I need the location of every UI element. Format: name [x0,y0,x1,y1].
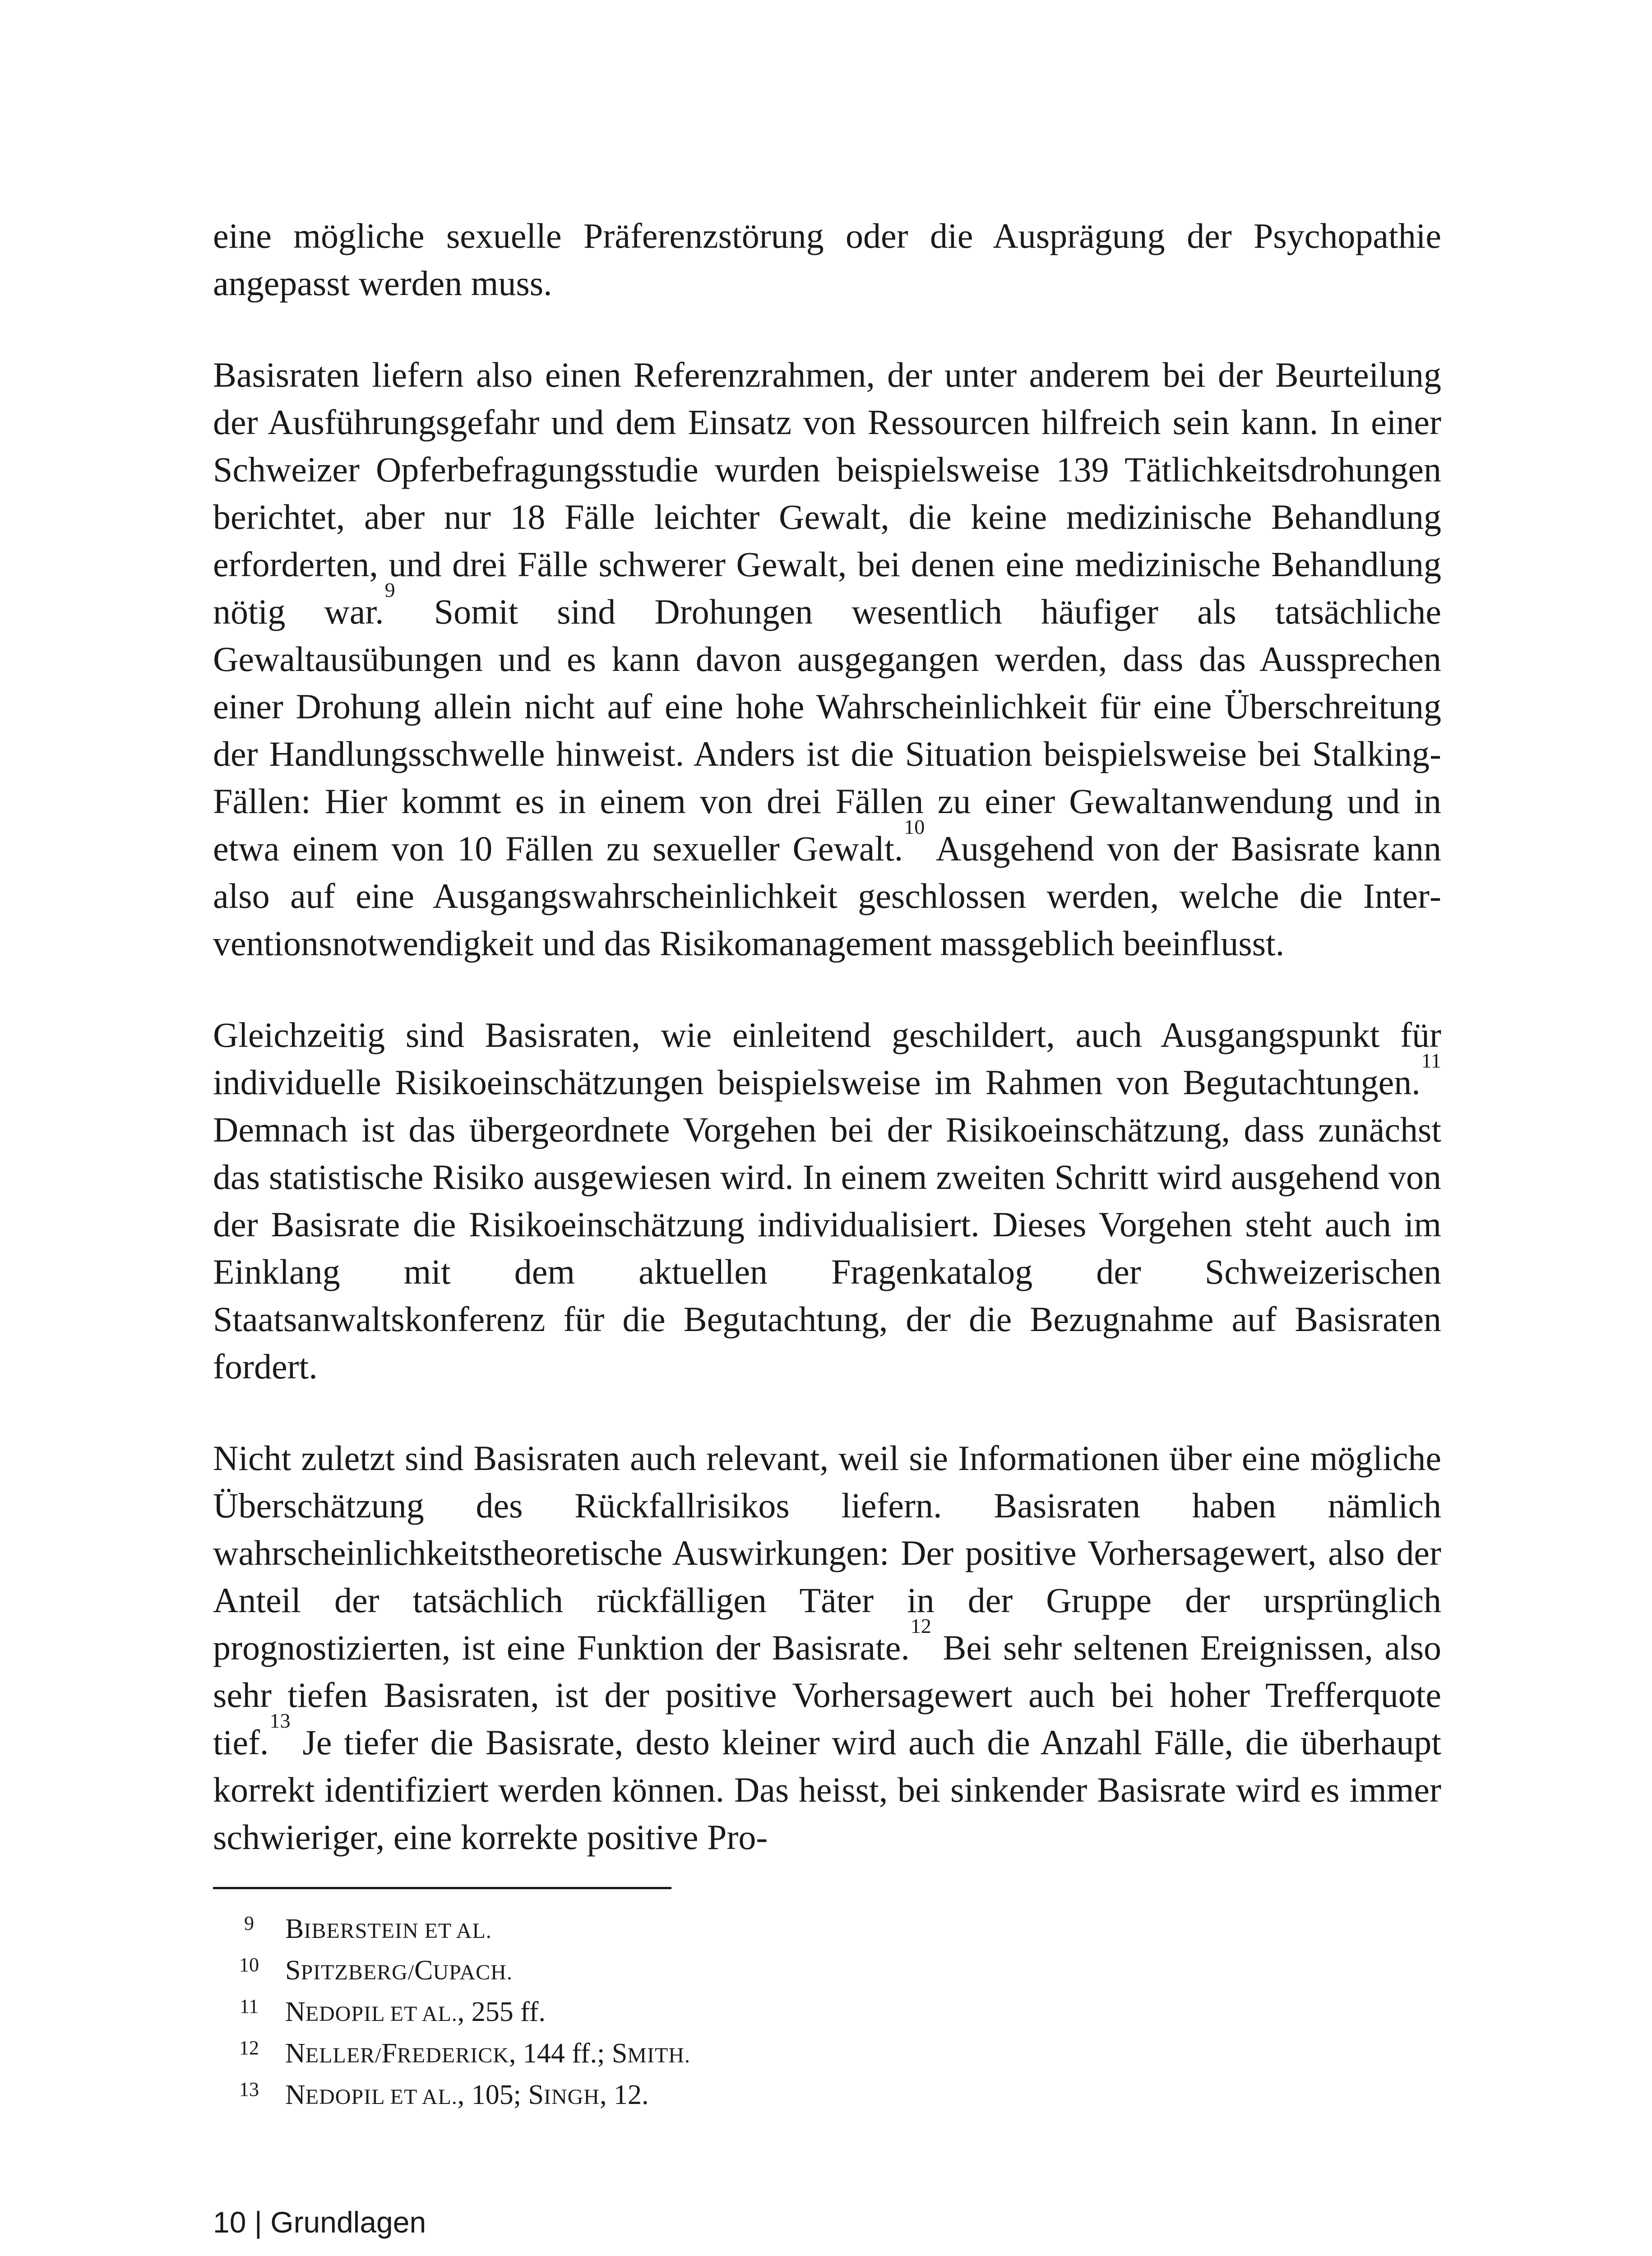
footnote [213,1992,1441,2034]
footnote-reference: 10 [904,815,925,838]
footnotes [213,1909,1441,2117]
paragraph [213,1011,1441,1390]
body-text [213,212,1441,1905]
footnote [213,1951,1441,1992]
paragraph-text: Demnach ist das übergeordnete Vorgehen bei der Risikoeinschätzung, dass zunächst das statistische Risiko ausgewiesen wird. In einem zweiten Schritt wird ausgehend von der Basisrate die Risikoeinschätzung individualisiert. Dieses Vorgehen steht auch im Einklang mit dem aktuellen Fragenkatalog der Schweizerischen Staatsanwaltskonferenz für die Begutachtung, der die Bezugnahme auf Basisraten fordert. [213,1110,1441,1386]
paragraph-text: Somit sind Drohungen wesentlich häufiger als tatsächliche Gewaltausübungen und es kann davon ausgegangen werden, dass das Aussprechen einer Drohung allein nicht auf eine hohe Wahrscheinlichkeit für eine Überschreitung der Handlungsschwelle hinweist. Anders ist die Situation beispielsweise bei Stalking-Fällen: Hier kommt es in einem von drei Fällen zu einer Gewaltanwendung und in etwa einem von 10 Fällen zu sexueller Gewalt. [213,592,1441,868]
paragraph [213,1434,1441,1861]
footnote-text [285,1992,1441,2034]
small-caps-text: PITZBERG/ [301,1960,415,1984]
footnote [213,1909,1441,1951]
page-footer: 10 | Grundlagen [213,2205,426,2239]
paragraph-text: Nicht zuletzt sind Basisraten auch relevant, weil sie Informationen über eine mögliche Überschätzung des Rückfallrisikos liefern. Basisraten haben nämlich wahrscheinlichkeitstheoretische Auswirkungen: Der positive Vorhersagewert, also der Anteil der tatsächlich rückfälligen Täter in der Gruppe der ursprünglich prognostizierten, ist eine Funktion der Basisrate. [213,1438,1441,1667]
footnote-number: 12 [239,2037,259,2059]
footnote-text-part: F [381,2038,397,2069]
footnote-number: 9 [244,1912,254,1934]
footnote-text-part: C [414,1955,433,1986]
footnote-number: 11 [239,1995,259,2017]
footnote-text-part: S [285,1955,301,1986]
small-caps-text: EDOPIL ET AL. [305,2002,458,2026]
paragraph-text: Ausgehend von der Basisrate kann also auf eine Ausgangswahrscheinlichkeit geschlossen werden, welche die Interventionsnotwendigkeit und das Risikomanagement massgeblich beeinflusst. [213,829,1441,963]
footnote-separator [213,1887,671,1889]
footnote-text [285,2034,1441,2075]
small-caps-text: ELLER/ [305,2043,382,2067]
footnote [213,2034,1441,2076]
small-caps-text: UPACH. [433,1960,513,1984]
footnote-reference: 11 [1421,1049,1441,1072]
footnote-reference: 12 [910,1614,931,1637]
footnote-number: 10 [239,1954,259,1976]
footnote-reference: 13 [269,1709,291,1732]
footnote-text-part: , 255 ff. [457,1997,546,2027]
footnote-text [285,1909,1441,1951]
paragraph [213,212,1441,307]
small-caps-text: INGH [543,2085,600,2109]
small-caps-text: IBERSTEIN ET AL. [304,1919,492,1943]
footnote-text-part: , 144 ff.; [509,2038,612,2069]
paragraph-text: Basisraten liefern also einen Referenzrahmen, der unter anderem bei der Beurteilung der Ausführungsgefahr und dem Einsatz von Ressourcen hilfreich sein kann. In einer Schweizer Opferbefragungsstudie wurden beispielsweise 139 Tätlichkeitsdrohungen berichtet, aber nur 18 Fälle leichter Gewalt, die keine medizinische Behandlung erforderten, und drei Fälle schwerer Gewalt, bei denen eine medizinische Behandlung nötig war. [213,355,1441,631]
footnote-text-part: S [611,2038,628,2069]
footnote-reference: 9 [384,578,395,601]
footnote-text-part: , 12. [599,2080,649,2110]
small-caps-text: REDERICK [397,2043,509,2067]
paragraph [213,351,1441,967]
footnote-text-part: S [528,2080,544,2110]
paragraph-text: Je tiefer die Basisrate, desto kleiner wird auch die Anzahl Fälle, die überhaupt korrekt identifiziert werden können. Das heisst, bei sinkender Basisrate wird es immer schwieriger, eine korrekte positive Pro- [213,1723,1441,1857]
paragraph-text: Gleichzeitig sind Basisraten, wie einleitend geschildert, auch Ausgangspunkt für individuelle Risikoeinschätzungen beispielsweise im Rahmen von Begutachtungen. [213,1015,1441,1102]
small-caps-text: EDOPIL ET AL. [305,2085,458,2109]
footnote-text-part: , 105; [457,2080,528,2110]
footnote-number: 13 [239,2078,259,2100]
footnote-text [285,2076,1441,2117]
footnote [213,2076,1441,2117]
footnote-text-part: N [285,1997,305,2027]
small-caps-text: MITH. [627,2043,690,2067]
paragraph-text: Bei sehr seltenen Ereignissen, also sehr tiefen Basisraten, ist der positive Vorhersagewert auch bei hoher Trefferquote tief. [213,1628,1441,1762]
footnote-text-part: B [285,1914,304,1944]
footnote-text-part: N [285,2038,305,2069]
footnote-text-part: N [285,2080,305,2110]
paragraph-text: eine mögliche sexuelle Präferenzstörung oder die Ausprägung der Psychopathie angepasst werden muss. [213,216,1441,303]
footnote-text [285,1951,1441,1992]
